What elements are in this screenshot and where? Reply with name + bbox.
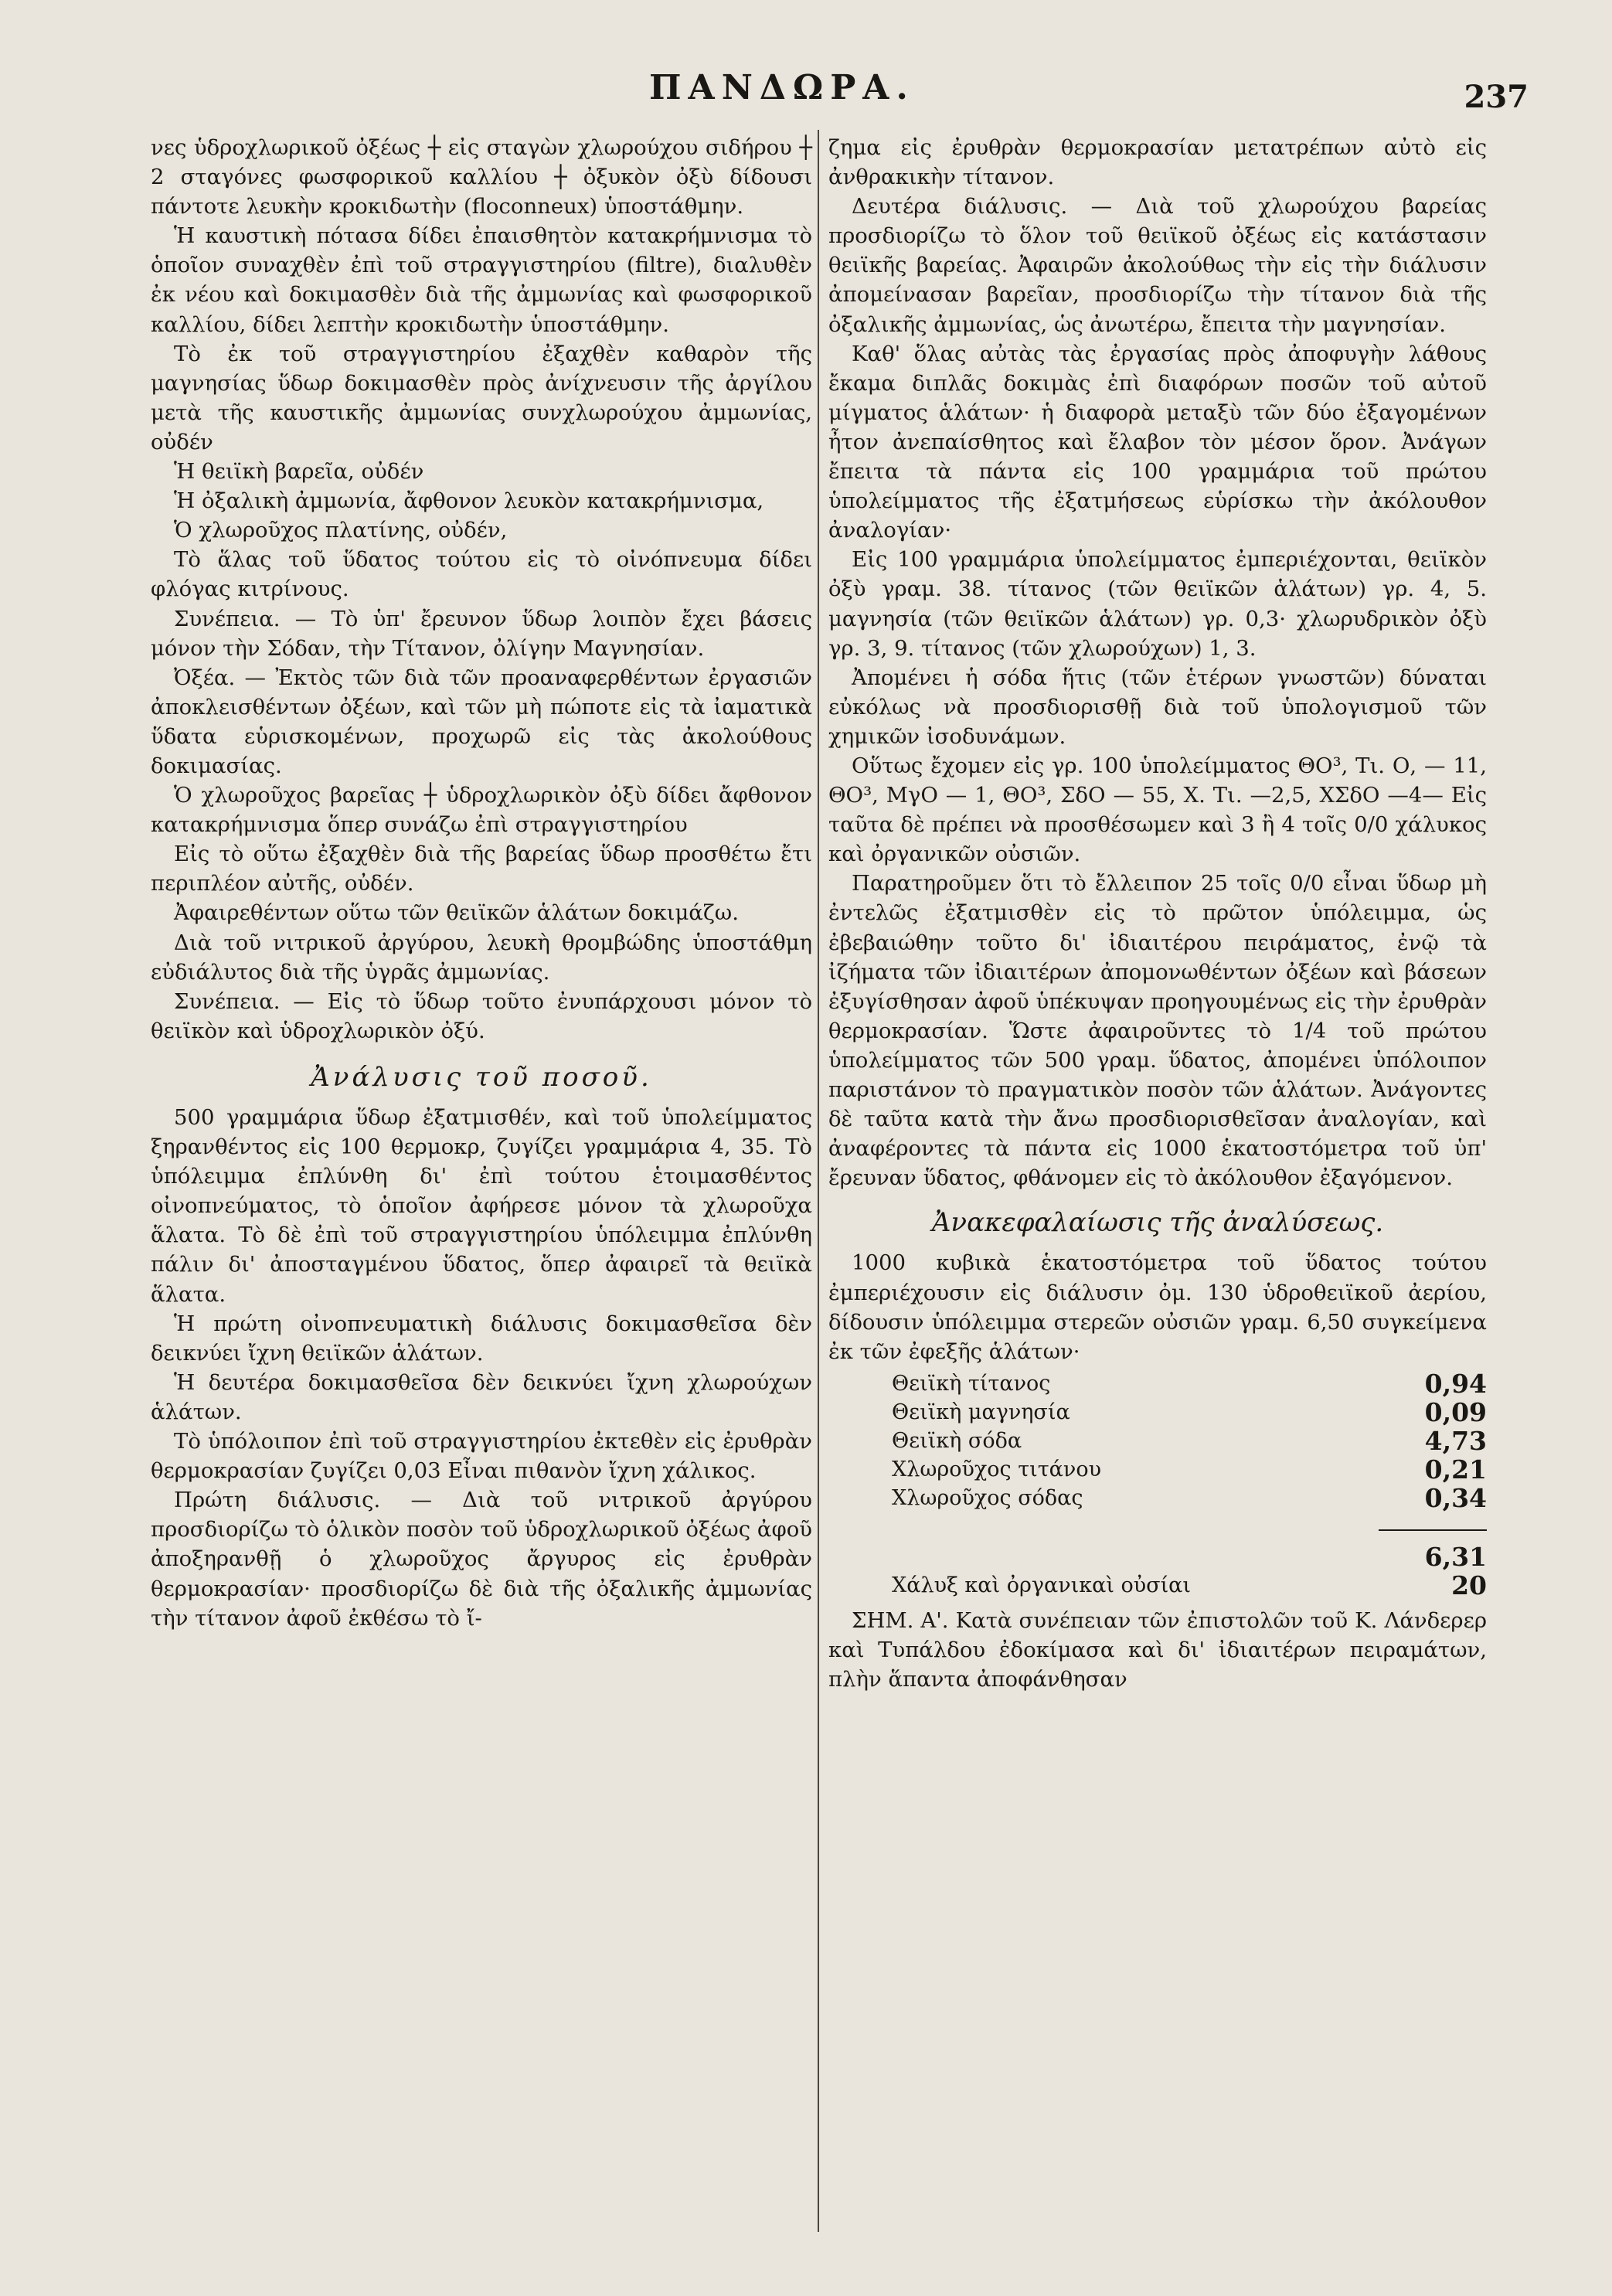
- paragraph: Τὸ ἐκ τοῦ στραγγιστηρίου ἐξαχθὲν καθαρὸν τῆς μαγνησίας ὕδωρ δοκιμασθὲν πρὸς ἀνίχνευσιν τῆς ἀργίλου μετὰ τῆς καυστικῆς ἀμμωνίας συνχλωρούχου ἀμμωνίας, οὐδέν: [151, 341, 812, 454]
- section-heading: Ἀνάλυσις τοῦ ποσοῦ.: [311, 1061, 652, 1093]
- paragraph: 500 γραμμάρια ὕδωρ ἐξατμισθέν, καὶ τοῦ ὑπολείμματος ξηρανθέντος εἰς 100 θερμοκρ, ζυγίζει γραμμάρια 4, 35. Τὸ ὑπόλειμμα ἐπλύνθη δι' ἐπὶ τούτου ἑτοιμασθέντος οἰνοπνεύματος, τὸ ὁποῖον ἀφήρεσε μόνον τὰ χλωροῦχα ἅλατα. Τὸ δὲ ἐπὶ τοῦ στραγγιστηρίου ὑπόλειμμα ἐπλύνθη πάλιν δι' ἀποσταγμένου ὕδατος, ὅπερ ἀφαιρεῖ τὰ θειϊκὰ ἅλατα.: [151, 1105, 812, 1307]
- paragraph: Τὸ ἅλας τοῦ ὕδατος τούτου εἰς τὸ οἰνόπνευμα δίδει φλόγας κιτρίνους.: [151, 547, 812, 602]
- salt-value: 4,73: [1424, 1425, 1487, 1456]
- paragraph: Ἡ καυστικὴ πότασα δίδει ἐπαισθητὸν κατακρήμνισμα τὸ ὁποῖον συναχθὲν ἐπὶ τοῦ στραγγιστηρίου (filtre), διαλυθὲν ἐκ νέου καὶ δοκιμασθὲν διὰ τῆς ἀμμωνίας καὶ φωσφορικοῦ καλλίου, δίδει λεπτὴν κροκιδωτὴν ὑποστάθμην.: [151, 223, 812, 337]
- summary-total-row: [828, 1530, 1487, 1571]
- salt-value: 0,34: [1424, 1482, 1487, 1513]
- paragraph: Ἀπομένει ἡ σόδα ἥτις (τῶν ἑτέρων γνωστῶν) δύναται εὐκόλως νὰ προσδιορισθῇ διὰ τοῦ ὑπολογισμοῦ τῶν χημικῶν ἰσοδυνάμων.: [828, 665, 1487, 749]
- right-column: [828, 133, 1487, 1694]
- paragraph: νες ὑδροχλωρικοῦ ὀξέως ┼ εἰς σταγὼν χλωρούχου σιδήρου ┼ 2 σταγόνες φωσφορικοῦ καλλίου ┼ ὀξυκὸν ὀξὺ δίδουσι πάντοτε λευκὴν κροκιδωτὴν (floconneux) ὑποστάθμην.: [151, 135, 812, 219]
- paragraph: Συνέπεια. — Τὸ ὑπ' ἔρευνον ὕδωρ λοιπὸν ἔχει βάσεις μόνον τὴν Σόδαν, τὴν Τίτανον, ὀλίγην Μαγνησίαν.: [151, 606, 812, 661]
- salt-value: 0,21: [1424, 1454, 1487, 1485]
- paragraph: Ὁ χλωροῦχος πλατίνης, οὐδέν,: [174, 518, 508, 543]
- paragraph: Συνέπεια. — Εἰς τὸ ὕδωρ τοῦτο ἐνυπάρχουσι μόνον τὸ θειϊκὸν καὶ ὑδροχλωρικὸν ὀξύ.: [151, 988, 812, 1043]
- paragraph: ζημα εἰς ἐρυθρὰν θερμοκρασίαν μετατρέπων αὐτὸ εἰς ἀνθρακικὴν τίτανον.: [828, 135, 1487, 190]
- summary-table: [828, 1369, 1487, 1600]
- paragraph: Τὸ ὑπόλοιπον ἐπὶ τοῦ στραγγιστηρίου ἐκτεθὲν εἰς ἐρυθρὰν θερμοκρασίαν ζυγίζει 0,03 Εἶναι πιθανὸν ἴχνη χάλικος.: [151, 1429, 812, 1484]
- paragraph: Ἀφαιρεθέντων οὕτω τῶν θειϊκῶν ἁλάτων δοκιμάζω.: [174, 900, 739, 926]
- paragraph: Δευτέρα διάλυσις. — Διὰ τοῦ χλωρούχου βαρείας προσδιορίζω τὸ ὅλον τοῦ θειϊκοῦ ὀξέως εἰς κατάστασιν θειϊκῆς βαρείας. Ἀφαιρῶν ἀκολούθως τὴν εἰς τὴν διάλυσιν ἀπομείνασαν βαρεῖαν, προσδιορίζω τὴν τίτανον διὰ τῆς ὀξαλικῆς ἀμμωνίας, ὡς ἀνωτέρω, ἔπειτα τὴν μαγνησίαν.: [828, 194, 1487, 337]
- paragraph: Ἡ πρώτη οἰνοπνευματικὴ διάλυσις δοκιμασθεῖσα δὲν δεικνύει ἴχνη θειϊκῶν ἁλάτων.: [151, 1311, 812, 1366]
- paragraph: Ἡ ὀξαλικὴ ἀμμωνία, ἄφθονον λευκὸν κατακρήμνισμα,: [174, 488, 764, 514]
- salt-value: 0,94: [1424, 1368, 1487, 1399]
- salt-name: Θειϊκὴ τίτανος: [892, 1371, 1051, 1396]
- summary-extra-row: [828, 1571, 1487, 1600]
- summary-row: [828, 1455, 1487, 1484]
- section-heading: Ἀνακεφαλαίωσις τῆς ἀναλύσεως.: [931, 1207, 1384, 1239]
- summary-row: [828, 1398, 1487, 1427]
- running-title: ΠΑΝΔΩΡΑ.: [649, 68, 915, 107]
- summary-row: [828, 1484, 1487, 1512]
- paragraph: Εἰς 100 γραμμάρια ὑπολείμματος ἐμπεριέχονται, θειϊκὸν ὀξὺ γραμ. 38. τίτανος (τῶν θειϊκῶν ἁλάτων) γρ. 4, 5. μαγνησία (τῶν θειϊκῶν ἁλάτων) γρ. 0,3· χλωρυδρικὸν ὀξὺ γρ. 3, 9. τίτανος (τῶν χλωρούχων) 1, 3.: [828, 547, 1487, 661]
- paragraph: Ἡ θειϊκὴ βαρεῖα, οὐδέν: [174, 459, 424, 485]
- left-column: [151, 133, 812, 1633]
- extra-value: 20: [1451, 1570, 1487, 1600]
- paragraph: Παρατηροῦμεν ὅτι τὸ ἔλλειπον 25 τοῖς 0/0 εἶναι ὕδωρ μὴ ἐντελῶς ἐξατμισθὲν εἰς τὸ πρῶτον ὑπόλειμμα, ὡς ἐβεβαιώθην τοῦτο δι' ἰδιαιτέρου πειράματος, ἐνῷ τὰ ἰζήματα τῶν ἰδιαιτέρων ἀπομονωθέντων ὀξέων καὶ βάσεων ἐξυγίσθησαν ἀφοῦ ὑπέκυψαν προηγουμένως εἰς τὴν ἐρυθρὰν θερμοκρασίαν. Ὥστε ἀφαιροῦντες τὸ 1/4 τοῦ πρώτου ὑπολείμματος τῶν 500 γραμ. ὕδατος, ἀπομένει ὑπόλοιπον παριστάνον τὸ πραγματικὸν ποσὸν τῶν ἁλάτων. Ἀνάγοντες δὲ ταῦτα κατὰ τὴν ἄνω προσδιορισθεῖσαν ἀναλογίαν, καὶ ἀναφέροντες τὰ πάντα εἰς 1000 ἑκατοστόμετρα τοῦ ὑπ' ἔρευναν ὕδατος, φθάνομεν εἰς τὸ ἀκόλουθον ἐξαγόμενον.: [828, 871, 1487, 1191]
- paragraph: 1000 κυβικὰ ἑκατοστόμετρα τοῦ ὕδατος τούτου ἐμπεριέχουσιν εἰς διάλυσιν ὀμ. 130 ὑδροθειϊκοῦ ἀερίου, δίδουσιν ὑπόλειμμα στερεῶν οὐσιῶν γραμ. 6,50 συγκείμενα ἐκ τῶν ἐφεξῆς ἁλάτων·: [828, 1250, 1487, 1364]
- summary-total: 6,31: [1379, 1530, 1487, 1571]
- summary-row: [828, 1369, 1487, 1398]
- salt-name: Θειϊκὴ σόδα: [892, 1428, 1022, 1453]
- salt-value: 0,09: [1424, 1396, 1487, 1427]
- salt-name: Χλωροῦχος τιτάνου: [892, 1457, 1101, 1481]
- paragraph: Ὀξέα. — Ἐκτὸς τῶν διὰ τῶν προαναφερθέντων ἐργασιῶν ἀποκλεισθέντων ὀξέων, καὶ τῶν μὴ πώποτε εἰς τὰ ἰαματικὰ ὕδατα εὑρισκομένων, προχωρῶ εἰς τὰς ἀκολούθους δοκιμασίας.: [151, 665, 812, 778]
- page-number: 237: [1464, 79, 1529, 115]
- salt-name: Θειϊκὴ μαγνησία: [892, 1400, 1070, 1424]
- right-column-text: [828, 133, 1487, 1366]
- total-label: [828, 1530, 1379, 1571]
- paragraph: Εἰς τὸ οὕτω ἐξαχθὲν διὰ τῆς βαρείας ὕδωρ προσθέτω ἔτι περιπλέον αὐτῆς, οὐδέν.: [151, 842, 812, 896]
- paragraph: Πρώτη διάλυσις. — Διὰ τοῦ νιτρικοῦ ἀργύρου προσδιορίζω τὸ ὁλικὸν ποσὸν τοῦ ὑδροχλωρικοῦ ὀξέως ἀφοῦ ἀποξηρανθῇ ὁ χλωροῦχος ἄργυρος εἰς ἐρυθρὰν θερμοκρασίαν· προσδιορίζω δὲ διὰ τῆς ὀξαλικῆς ἀμμωνίας τὴν τίτανον ἀφοῦ ἐκθέσω τὸ ἴ-: [151, 1488, 812, 1631]
- paragraph: Ἡ δευτέρα δοκιμασθεῖσα δὲν δεικνύει ἴχνη χλωρούχων ἁλάτων.: [151, 1369, 812, 1424]
- paragraph: Ὁ χλωροῦχος βαρεῖας ┼ ὑδροχλωρικὸν ὀξὺ δίδει ἄφθονον κατακρήμνισμα ὅπερ συνάζω ἐπὶ στραγγιστηρίου: [151, 783, 812, 838]
- summary-row: [828, 1427, 1487, 1455]
- paragraph: Διὰ τοῦ νιτρικοῦ ἀργύρου, λευκὴ θρομβώδης ὑποστάθμη εὐδιάλυτος διὰ τῆς ὑγρᾶς ἀμμωνίας.: [151, 930, 812, 985]
- paragraph: Οὕτως ἔχομεν εἰς γρ. 100 ὑπολείμματος ΘΟ³, Τι. Ο, — 11, ΘΟ³, ΜγΟ — 1, ΘΟ³, ΣδΟ — 55, Χ. Τι. —2,5, ΧΣδΟ —4— Εἰς ταῦτα δὲ πρέπει νὰ προσθέσωμεν καὶ 3 ἢ 4 τοῖς 0/0 χάλυκος καὶ ὀργανικῶν οὐσιῶν.: [828, 753, 1487, 867]
- salt-name: Χλωροῦχος σόδας: [892, 1485, 1083, 1510]
- column-divider: [818, 130, 819, 2232]
- footnote: ΣΗΜ. Α'. Κατὰ συνέπειαν τῶν ἐπιστολῶν τοῦ Κ. Λάνδερερ καὶ Τυπάλδου ἐδοκίμασα καὶ δι' ἰδιαιτέρων πειραμάτων, πλὴν ἅπαντα ἀποφάνθησαν: [828, 1607, 1487, 1692]
- extra-name: Χάλυξ καὶ ὀργανικαὶ οὐσίαι: [892, 1573, 1191, 1597]
- paragraph: Καθ' ὅλας αὐτὰς τὰς ἐργασίας πρὸς ἀποφυγὴν λάθους ἔκαμα διπλᾶς δοκιμὰς ἐπὶ διαφόρων ποσῶν τοῦ αὐτοῦ μίγματος ἁλάτων· ἡ διαφορὰ μεταξὺ τῶν δύο ἐξαγομένων ἦτον ἀνεπαίσθητος καὶ ἔλαβον τὸν μέσον ὅρον. Ἀνάγων ἔπειτα τὰ πάντα εἰς 100 γραμμάρια τοῦ πρώτου ὑπολείμματος τῆς ἐξατμήσεως εὑρίσκω τὴν ἀκόλουθον ἀναλογίαν·: [828, 341, 1487, 543]
